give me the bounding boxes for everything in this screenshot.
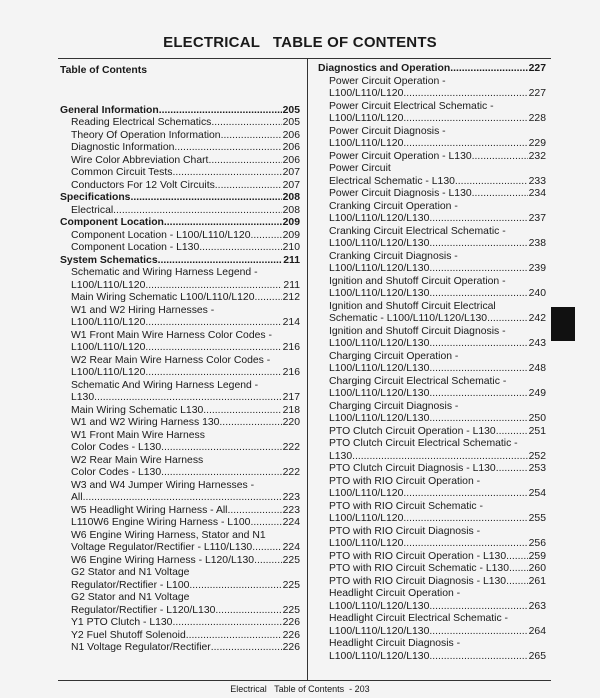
toc-page-number: 224	[282, 517, 300, 528]
toc-entry-text: Charging Circuit Electrical Schematic -	[329, 375, 507, 387]
toc-entry-text: W1 Front Main Wire Harness	[71, 429, 205, 441]
toc-page-number: 214	[282, 317, 300, 328]
toc-page-number: 224	[282, 542, 300, 553]
dot-leader	[429, 601, 527, 614]
toc-entry-text: L100/L110/L120/L130	[329, 338, 430, 349]
toc-entry-text: Wire Color Abbreviation Chart	[71, 154, 209, 166]
toc-entry-text: PTO with RIO Circuit Schematic - L130	[329, 563, 509, 574]
toc-page-number: 238	[528, 238, 546, 249]
dot-leader	[211, 642, 282, 655]
toc-section-heading	[318, 63, 546, 76]
toc-entry-text: Diagnostic Information	[71, 142, 175, 153]
dot-leader	[113, 205, 282, 218]
dot-leader	[211, 117, 281, 130]
page-footer: Electrical Table of Contents - 203	[230, 684, 370, 694]
toc-entry-text: PTO Clutch Circuit Operation - L130	[329, 425, 496, 437]
dot-leader	[83, 492, 282, 505]
toc-entry	[318, 463, 546, 476]
toc-entry-text: Theory Of Operation Information	[71, 129, 221, 141]
toc-entry	[60, 155, 300, 168]
toc-entry-text: W6 Engine Wiring Harness, Stator and N1	[71, 529, 266, 541]
toc-entry	[60, 117, 300, 130]
dot-leader	[145, 342, 281, 355]
toc-entry-text: L100/L110/L120	[329, 113, 404, 124]
dot-leader	[506, 576, 528, 589]
toc-page-number: 252	[528, 450, 546, 462]
toc-entry-text: Schematic - L100/L110/L120/L130	[329, 313, 488, 324]
toc-entry-text: L100/L110/L120/L130	[329, 413, 430, 424]
dot-leader	[172, 167, 281, 180]
dot-leader	[429, 626, 527, 639]
toc-entry	[318, 576, 546, 589]
toc-page-number: 251	[528, 425, 546, 437]
toc-entry-text: G2 Stator and N1 Voltage	[71, 592, 190, 603]
toc-entry	[60, 292, 300, 305]
toc-entry	[318, 151, 546, 164]
toc-entry	[60, 480, 300, 505]
toc-entry	[318, 563, 546, 576]
dot-leader	[145, 280, 282, 293]
toc-entry-text: W5 Headlight Wiring Harness - All	[71, 504, 228, 516]
dot-leader	[228, 505, 282, 518]
dot-leader	[254, 292, 281, 305]
toc-entry	[318, 551, 546, 564]
toc-entry-text: W1 and W2 Hiring Harnesses -	[71, 304, 215, 316]
toc-entry-text: Ignition and Shutoff Circuit Operation -	[329, 275, 506, 287]
toc-entry-text: Schematic And Wiring Harness Legend -	[71, 379, 259, 391]
dot-leader	[250, 230, 281, 243]
toc-page-number: 237	[528, 213, 546, 224]
right-column	[318, 63, 546, 663]
toc-entry	[60, 180, 300, 193]
toc-entry	[60, 305, 300, 330]
toc-entry	[60, 630, 300, 643]
dot-leader	[221, 130, 282, 143]
toc-entry-text: PTO with RIO Circuit Schematic -	[329, 500, 483, 512]
dot-leader	[429, 263, 527, 276]
toc-entry	[60, 455, 300, 480]
toc-page-number: 242	[528, 313, 546, 324]
dot-leader	[145, 367, 281, 380]
dot-leader	[403, 138, 527, 151]
toc-entry	[318, 426, 546, 439]
toc-entry-text: PTO Clutch Circuit Electrical Schematic -	[329, 438, 518, 449]
dot-leader	[161, 442, 282, 455]
toc-page-number: 260	[528, 563, 546, 574]
toc-page-number: 218	[282, 404, 300, 416]
toc-entry-text: L100/L110/L120/L130	[329, 625, 430, 637]
toc-entry-text: Power Circuit Operation - L130	[329, 150, 472, 162]
toc-page-number: 248	[528, 363, 546, 374]
dot-leader	[254, 555, 282, 568]
dot-leader	[215, 180, 282, 193]
toc-entry-text: L100/L110/L120	[71, 317, 146, 328]
toc-entry	[318, 251, 546, 276]
toc-page-number: 208	[282, 192, 300, 203]
toc-page-number: 234	[528, 188, 546, 199]
toc-page-number: 232	[528, 150, 546, 162]
toc-page-number: 254	[528, 488, 546, 499]
toc-entry-text: Charging Circuit Operation -	[329, 350, 459, 362]
toc-page-number: 206	[282, 142, 300, 153]
dot-leader	[509, 563, 528, 576]
dot-leader	[352, 451, 528, 464]
toc-entry	[60, 142, 300, 155]
toc-page-number: 243	[528, 338, 546, 349]
toc-entry-text: Electrical	[71, 204, 114, 216]
toc-entry-text: Diagnostics and Operation	[318, 63, 451, 74]
toc-page-number: 217	[282, 392, 300, 403]
dot-leader	[429, 651, 527, 664]
toc-entry-text: Color Codes - L130	[71, 442, 162, 453]
toc-entry-text: PTO with RIO Circuit Operation - L130	[329, 550, 507, 562]
toc-entry	[318, 276, 546, 301]
toc-entry	[318, 401, 546, 426]
toc-page-number: 265	[528, 650, 546, 662]
toc-entry-text: Main Wiring Schematic L130	[71, 404, 204, 416]
toc-entry-text: Regulator/Rectifier - L100	[71, 579, 190, 591]
dot-leader	[429, 338, 527, 351]
toc-page-number: 222	[282, 442, 300, 453]
toc-entry-text: L100/L110/L120/L130	[329, 238, 430, 249]
toc-page-number: 220	[282, 417, 300, 428]
dot-leader	[506, 551, 528, 564]
toc-entry-text: L100/L110/L120/L130	[329, 388, 430, 399]
toc-section-heading	[60, 217, 300, 230]
toc-entry-text: L100/L110/L120	[71, 279, 146, 291]
toc-entry-text: Color Codes - L130	[71, 467, 162, 478]
toc-entry-text: Charging Circuit Diagnosis -	[329, 400, 459, 412]
toc-page-number: 227	[528, 88, 546, 99]
dot-leader	[145, 317, 281, 330]
toc-entry	[60, 642, 300, 655]
toc-page-number: 209	[282, 217, 300, 228]
toc-entry-text: L100/L110/L120/L130	[329, 363, 430, 374]
toc-entry-text: L130	[71, 392, 95, 403]
dot-leader	[429, 238, 527, 251]
toc-page-number: 255	[528, 513, 546, 524]
dot-leader	[429, 213, 527, 226]
dot-leader	[429, 413, 527, 426]
toc-entry-text: Reading Electrical Schematics	[71, 117, 212, 128]
toc-entry-text: L100/L110/L120	[329, 538, 404, 549]
toc-entry	[60, 230, 300, 243]
toc-page-number: 223	[282, 504, 300, 516]
dot-leader	[158, 255, 283, 268]
toc-entry-text: W2 Rear Main Wire Harness Color Codes -	[71, 354, 271, 366]
toc-page-number: 226	[282, 629, 300, 641]
toc-entry-text: PTO with RIO Circuit Diagnosis - L130	[329, 575, 507, 587]
toc-page-number: 226	[282, 642, 300, 653]
toc-entry-text: N1 Voltage Regulator/Rectifier	[71, 642, 211, 653]
toc-entry-text: Component Location - L130	[71, 242, 200, 253]
toc-entry-text: Headlight Circuit Diagnosis -	[329, 638, 461, 649]
toc-entry	[60, 567, 300, 592]
toc-entry-text: General Information	[60, 104, 159, 116]
toc-page-number: 223	[282, 492, 300, 503]
right-entry-list	[318, 63, 546, 663]
toc-page-number: 216	[282, 367, 300, 378]
toc-entry	[60, 355, 300, 380]
toc-entry	[60, 617, 300, 630]
toc-entry	[318, 301, 546, 326]
toc-entry-text: Common Circuit Tests	[71, 167, 173, 178]
toc-page-number: 226	[282, 617, 300, 628]
toc-entry-text: Component Location	[60, 217, 164, 228]
toc-entry-text: PTO Clutch Circuit Diagnosis - L130	[329, 463, 496, 474]
toc-entry	[60, 430, 300, 455]
toc-entry	[60, 267, 300, 292]
dot-leader	[450, 63, 527, 76]
toc-entry-text: All	[71, 492, 83, 503]
toc-entry-text: Headlight Circuit Operation -	[329, 588, 461, 599]
dot-leader	[174, 142, 281, 155]
toc-page-number: 207	[282, 179, 300, 191]
dot-leader	[189, 580, 281, 593]
dot-leader	[159, 105, 282, 118]
toc-section-heading	[60, 105, 300, 118]
toc-page-number: 239	[528, 263, 546, 274]
dot-leader	[172, 617, 281, 630]
toc-entry	[318, 326, 546, 351]
toc-page-number: 263	[528, 600, 546, 612]
toc-entry-text: System Schematics	[60, 254, 158, 266]
dot-leader	[164, 217, 282, 230]
toc-entry	[60, 417, 300, 430]
toc-entry-text: Power Circuit	[329, 163, 391, 174]
toc-page-number: 208	[282, 204, 300, 216]
toc-entry-text: PTO with RIO Circuit Diagnosis -	[329, 525, 481, 537]
toc-entry-text: Power Circuit Diagnosis - L130	[329, 188, 472, 199]
dot-leader	[203, 405, 281, 418]
dot-leader	[219, 417, 281, 430]
toc-entry-text: Y2 Fuel Shutoff Solenoid	[71, 629, 186, 641]
toc-entry-text: L110W6 Engine Wiring Harness - L100	[71, 517, 251, 528]
toc-entry-text: Power Circuit Diagnosis -	[329, 125, 446, 137]
toc-entry	[318, 201, 546, 226]
toc-entry	[318, 588, 546, 613]
toc-page-number: 206	[282, 129, 300, 141]
toc-page-number: 259	[528, 550, 546, 562]
toc-entry-text: W2 Rear Main Wire Harness	[71, 454, 204, 466]
dot-leader	[455, 176, 528, 189]
toc-entry	[60, 530, 300, 555]
toc-page-number: 229	[528, 138, 546, 149]
toc-page-number: 207	[282, 167, 300, 178]
toc-entry	[60, 380, 300, 405]
toc-entry-text: Power Circuit Operation -	[329, 75, 446, 87]
toc-entry-text: Schematic and Wiring Harness Legend -	[71, 267, 258, 278]
toc-page-number: 225	[282, 554, 300, 566]
toc-page-number: 225	[282, 579, 300, 591]
toc-entry	[60, 330, 300, 355]
toc-entry-text: Y1 PTO Clutch - L130	[71, 617, 173, 628]
toc-entry-text: G2 Stator and N1 Voltage	[71, 567, 190, 578]
toc-entry	[318, 638, 546, 663]
toc-entry-text: L100/L110/L120/L130	[329, 213, 430, 224]
toc-entry-text: L100/L110/L120	[329, 138, 404, 149]
toc-page-number: 225	[282, 604, 300, 616]
dot-leader	[472, 151, 528, 164]
toc-entry	[318, 188, 546, 201]
toc-entry	[60, 505, 300, 518]
toc-entry	[60, 205, 300, 218]
dot-leader	[429, 363, 527, 376]
toc-page-number: 256	[528, 538, 546, 549]
dot-leader	[496, 463, 528, 476]
toc-entry-text: L100/L110/L120/L130	[329, 600, 430, 612]
dot-leader	[403, 113, 527, 126]
toc-entry-text: L100/L110/L120	[329, 88, 404, 99]
toc-entry-text: W3 and W4 Jumper Wiring Harnesses -	[71, 479, 255, 491]
toc-entry-text: PTO with RIO Circuit Operation -	[329, 475, 481, 487]
dot-leader	[199, 242, 281, 255]
toc-page-number: 210	[282, 242, 300, 253]
toc-entry-text: Ignition and Shutoff Circuit Electrical	[329, 300, 496, 312]
toc-entry	[318, 526, 546, 551]
toc-page-number: 205	[282, 117, 300, 128]
toc-label: Table of Contents	[60, 65, 147, 76]
toc-entry-text: W1 and W2 Wiring Harness 130	[71, 417, 220, 428]
toc-entry-text: L100/L110/L120/L130	[329, 288, 430, 299]
dot-leader	[130, 192, 281, 205]
page-title: ELECTRICAL TABLE OF CONTENTS	[163, 34, 437, 51]
dot-leader	[208, 155, 281, 168]
toc-entry	[318, 476, 546, 501]
toc-page-number: 222	[282, 467, 300, 478]
toc-entry-text: L100/L110/L120/L130	[329, 263, 430, 274]
toc-page-number: 250	[528, 413, 546, 424]
toc-entry	[318, 613, 546, 638]
toc-entry-text: Main Wiring Schematic L100/L110/L120	[71, 292, 255, 303]
dot-leader	[429, 288, 527, 301]
toc-entry-text: L100/L110/L120	[329, 488, 404, 499]
dot-leader	[487, 313, 528, 326]
column-divider	[307, 59, 308, 680]
toc-entry	[60, 555, 300, 568]
toc-page-number: 228	[528, 113, 546, 124]
toc-entry	[318, 163, 546, 188]
toc-page-number: 233	[528, 175, 546, 187]
toc-entry	[60, 405, 300, 418]
toc-entry-text: Headlight Circuit Electrical Schematic -	[329, 613, 509, 624]
toc-page-number: 249	[528, 388, 546, 399]
toc-page-number: 212	[282, 292, 300, 303]
toc-entry	[318, 376, 546, 401]
toc-entry-text: Specifications	[60, 192, 131, 203]
toc-entry-text: W1 Front Main Wire Harness Color Codes -	[71, 329, 272, 341]
toc-page-number: 209	[282, 229, 300, 241]
toc-entry	[60, 242, 300, 255]
toc-page-number: 211	[283, 254, 300, 266]
toc-entry-text: L100/L110/L120/L130	[329, 650, 430, 662]
dot-leader	[403, 88, 527, 101]
toc-entry-text: L100/L110/L120	[71, 367, 146, 378]
toc-page-number: 264	[528, 625, 546, 637]
toc-entry-text: Ignition and Shutoff Circuit Diagnosis -	[329, 325, 506, 337]
toc-entry	[318, 76, 546, 101]
toc-page-number: 211	[283, 279, 300, 291]
dot-leader	[161, 467, 282, 480]
dot-leader	[403, 513, 527, 526]
section-tab-marker	[551, 307, 575, 341]
toc-entry	[60, 592, 300, 617]
toc-entry-text: Electrical Schematic - L130	[329, 175, 455, 187]
toc-page-number: 227	[528, 63, 546, 74]
toc-entry	[60, 167, 300, 180]
toc-section-heading	[60, 192, 300, 205]
dot-leader	[472, 188, 528, 201]
dot-leader	[429, 388, 527, 401]
top-divider	[58, 58, 551, 59]
dot-leader	[496, 426, 528, 439]
toc-page-number: 253	[528, 463, 546, 474]
toc-entry-text: L100/L110/L120	[329, 513, 404, 524]
toc-entry	[318, 126, 546, 151]
toc-entry	[318, 101, 546, 126]
toc-entry	[60, 130, 300, 143]
toc-page-number: 206	[282, 154, 300, 166]
toc-entry-text: L100/L110/L120	[71, 342, 146, 353]
toc-entry	[318, 501, 546, 526]
dot-leader	[403, 488, 527, 501]
toc-section-heading	[60, 255, 300, 268]
toc-entry-text: Cranking Circuit Electrical Schematic -	[329, 225, 506, 237]
toc-entry	[318, 351, 546, 376]
left-entry-list	[60, 105, 300, 655]
toc-entry-text: W6 Engine Wiring Harness - L120/L130	[71, 554, 255, 566]
toc-entry-text: Cranking Circuit Diagnosis -	[329, 250, 458, 262]
toc-entry	[318, 226, 546, 251]
bottom-divider	[58, 680, 551, 681]
toc-entry-text: Cranking Circuit Operation -	[329, 200, 458, 212]
toc-entry-text: Conductors For 12 Volt Circuits	[71, 179, 215, 191]
toc-page-number: 261	[528, 575, 546, 587]
toc-entry-text: Power Circuit Electrical Schematic -	[329, 100, 494, 112]
toc-page-number: 240	[528, 288, 546, 299]
left-column	[60, 65, 300, 655]
dot-leader	[186, 630, 282, 643]
dot-leader	[250, 517, 281, 530]
dot-leader	[403, 538, 527, 551]
toc-entry-text: Regulator/Rectifier - L120/L130	[71, 604, 216, 616]
toc-entry-text: Voltage Regulator/Rectifier - L110/L130	[71, 542, 253, 553]
dot-leader	[94, 392, 282, 405]
toc-entry	[60, 517, 300, 530]
toc-entry-text: L130	[329, 450, 353, 462]
toc-page-number: 205	[282, 104, 300, 116]
dot-leader	[215, 605, 281, 618]
toc-page-number: 216	[282, 342, 300, 353]
toc-entry-text: Component Location - L100/L110/L120	[71, 229, 251, 241]
dot-leader	[252, 542, 281, 555]
toc-entry	[318, 438, 546, 463]
